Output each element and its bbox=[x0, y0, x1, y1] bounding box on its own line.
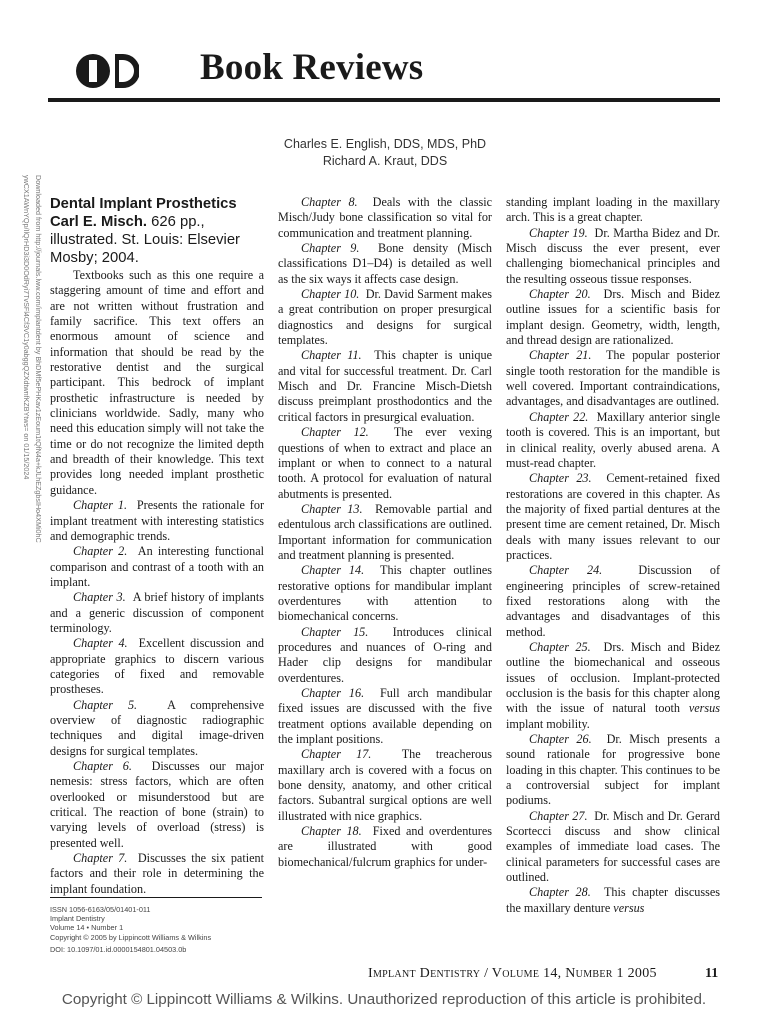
book-author: Carl E. Misch. bbox=[50, 214, 148, 230]
chapter-paragraph: Chapter 7. Discusses the six patient factors and their role in determining the implant foundation. bbox=[50, 851, 264, 896]
citation-volume: Volume 14 • Number 1 bbox=[50, 923, 124, 933]
chapter-paragraph: Chapter 25. Drs. Misch and Bidez outline the biomechanical and osseous issues of occlusion. Implant-protected occlusion is the basis for this chapter along with the issue of natural tooth versus implant mobility. bbox=[506, 639, 721, 731]
reviewer-1: Charles E. English, DDS, MDS, PhD bbox=[283, 137, 487, 151]
column-2 bbox=[278, 195, 492, 870]
chapter-paragraph: Chapter 24. Discussion of engineering principles of screw-retained fixed restorations along with the advantages and disadvantages of this method. bbox=[506, 563, 720, 639]
reviewer-2: Richard A. Kraut, DDS bbox=[322, 154, 448, 168]
book-heading bbox=[50, 195, 264, 267]
chapter-paragraph: Chapter 8. Deals with the classic Misch/Judy bone classification so vital for communication and treatment planning. bbox=[278, 195, 493, 240]
citation-copyright: Copyright © 2005 by Lippincott Williams & Wilkins bbox=[50, 932, 212, 942]
reviewers bbox=[225, 136, 545, 170]
chapter-paragraph: Chapter 4. Excellent discussion and appropriate graphics to discern various categories of fixed and removable prostheses. bbox=[50, 636, 264, 697]
column-1 bbox=[50, 195, 264, 897]
chapter-paragraph: Chapter 21. The popular posterior single tooth restoration for the mandible is well covered. Important contraindications, advantages, and disadvantages are outlined. bbox=[506, 348, 721, 409]
download-note bbox=[20, 175, 44, 645]
download-note-line-2: ywCX1AWnYQp/IlQrHD3i3D0OdRyi7TvSFl4Cf3VC1y0abggQZXdtwnfKZBYtws= on 01/15/2024 bbox=[22, 175, 31, 480]
chapter-paragraph: Chapter 16. Full arch mandibular fixed issues are discussed with the five treatment options available depending on the implant positions. bbox=[278, 686, 492, 747]
header-rule bbox=[48, 98, 720, 102]
chapter-paragraph: Chapter 1. Presents the rationale for implant treatment with interesting statistics and demographic trends. bbox=[50, 498, 265, 543]
citation-block bbox=[50, 905, 264, 954]
journal-logo bbox=[75, 53, 139, 89]
chapter-paragraph: Chapter 6. Discusses our major nemesis: stress factors, which are often overlooked or misunderstood but are critical. The reaction of bone (strain) to varying levels of overload (stress) is presented well. bbox=[50, 759, 265, 850]
citation-journal: Implant Dentistry bbox=[50, 914, 105, 924]
citation-doi: DOI: 10.1097/01.id.0000154801.04503.0b bbox=[50, 944, 187, 954]
copyright-banner: Copyright © Lippincott Williams & Wilkins. Unauthorized reproduction of this article is prohibited. bbox=[61, 991, 707, 1008]
chapter-paragraph: Chapter 13. Removable partial and edentulous arch classifications are outlined. Important information for communication and treatment planning is presented. bbox=[278, 501, 493, 562]
continuation-paragraph: standing implant loading in the maxillary arch. This is a great chapter. bbox=[506, 195, 720, 225]
book-title: Dental Implant Prosthetics bbox=[50, 196, 237, 212]
chapter-paragraph: Chapter 9. Bone density (Misch classifications D1–D4) is detailed as well as the six ways it affects case design. bbox=[278, 241, 493, 286]
chapter-paragraph: Chapter 3. A brief history of implants and a generic discussion of component terminology. bbox=[50, 590, 265, 635]
running-footer: Implant Dentistry / Volume 14, Number 1 2005 bbox=[368, 966, 657, 981]
chapter-paragraph: Chapter 17. The treacherous maxillary arch is covered with a focus on bone density, anatomy, and other critical factors. Subantral surgical options are well illustrated with nice graphics. bbox=[278, 747, 492, 823]
chapter-paragraph: Chapter 12. The ever vexing questions of when to extract and place an implant or when to connect to a natural tooth. A protocol for evaluation of natural abutments is presented. bbox=[278, 425, 493, 501]
chapter-paragraph: Chapter 28. This chapter discusses the maxillary denture versus bbox=[506, 885, 720, 915]
chapter-paragraph: Chapter 23. Cement-retained fixed restorations are covered in this chapter. As the majority of fixed partial dentures at the present time are cement retained, Dr. Misch deals with many issues relevant to our practices. bbox=[506, 471, 720, 562]
page-number: 11 bbox=[705, 966, 719, 981]
chapter-paragraph: Chapter 26. Dr. Misch presents a sound rationale for progressive bone loading in this chapter. This continues to be a controversial subject for implant podiums. bbox=[506, 732, 721, 808]
chapter-paragraph: Chapter 2. An interesting functional comparison and contrast of a tooth with an implant. bbox=[50, 544, 265, 589]
book-details: 626 pp., illustrated. St. Louis: Elsevier Mosby; 2004. bbox=[50, 214, 240, 266]
chapter-paragraph: Chapter 14. This chapter outlines restorative options for mandibular implant overdentures with attention to biomechanical concerns. bbox=[278, 563, 492, 624]
download-note-line-1: Downloaded from http://journals.lww.com/implantdent by BhDMf5ePHKav1zEoum1tQfN4a+kJLhEZgbsIHo4XMi0hC bbox=[34, 175, 43, 543]
intro-paragraph: Textbooks such as this one require a staggering amount of time and effort and are not written without frustration and family sacrifice. This text offers an enormous amount of science and information that should be read by the restorative dentist and the surgical participant. This bedrock of implant prosthetic infrastructure is needed by clinicians worldwide. Sadly, many who need this education simply will not take the time or do not recognize the limited depth and breadth of their knowledge. This text provides long needed implant prosthetic guidance. bbox=[50, 268, 264, 497]
chapter-paragraph: Chapter 18. Fixed and overdentures are illustrated with good biomechanical/fulcrum graphics for under- bbox=[278, 824, 492, 869]
chapter-paragraph: Chapter 27. Dr. Misch and Dr. Gerard Scortecci discuss and show clinical examples of immediate load cases. The clinical parameters for successful cases are outlined. bbox=[506, 808, 720, 885]
chapter-paragraph: Chapter 10. Dr. David Sarment makes a great contribution on proper presurgical diagnostics and designs for surgical templates. bbox=[278, 287, 492, 348]
column-3 bbox=[506, 195, 720, 916]
chapter-paragraph: Chapter 11. This chapter is unique and vital for successful treatment. Dr. Carl Misch and Dr. Francine Misch-Dietsh discuss preimplant prosthodontics and the critical factors in presurgical evaluation. bbox=[278, 348, 493, 424]
citation-issn: ISSN 1056-6163/05/01401-011 bbox=[50, 905, 151, 914]
chapter-paragraph: Chapter 20. Drs. Misch and Bidez outline issues for a scientific basis for implant design. Geometry, width, length, and thread design are rationalized. bbox=[506, 287, 721, 348]
chapter-paragraph: Chapter 22. Maxillary anterior single tooth is covered. This is an important, but in clinical reality, overly abused arena. A must-read chapter. bbox=[506, 409, 721, 470]
chapter-paragraph: Chapter 15. Introduces clinical procedures and nuances of O-ring and Hader clip designs for mandibular overdentures. bbox=[278, 624, 492, 685]
section-title: Book Reviews bbox=[200, 47, 424, 88]
chapter-paragraph: Chapter 5. A comprehensive overview of diagnostic radiographic techniques and digital image-driven designs for surgical templates. bbox=[50, 697, 264, 758]
chapter-paragraph: Chapter 19. Dr. Martha Bidez and Dr. Misch discuss the ever present, ever challenging biomechanical principles and the resulting osseous tissue responses. bbox=[506, 225, 721, 286]
citation-rule bbox=[50, 897, 262, 898]
